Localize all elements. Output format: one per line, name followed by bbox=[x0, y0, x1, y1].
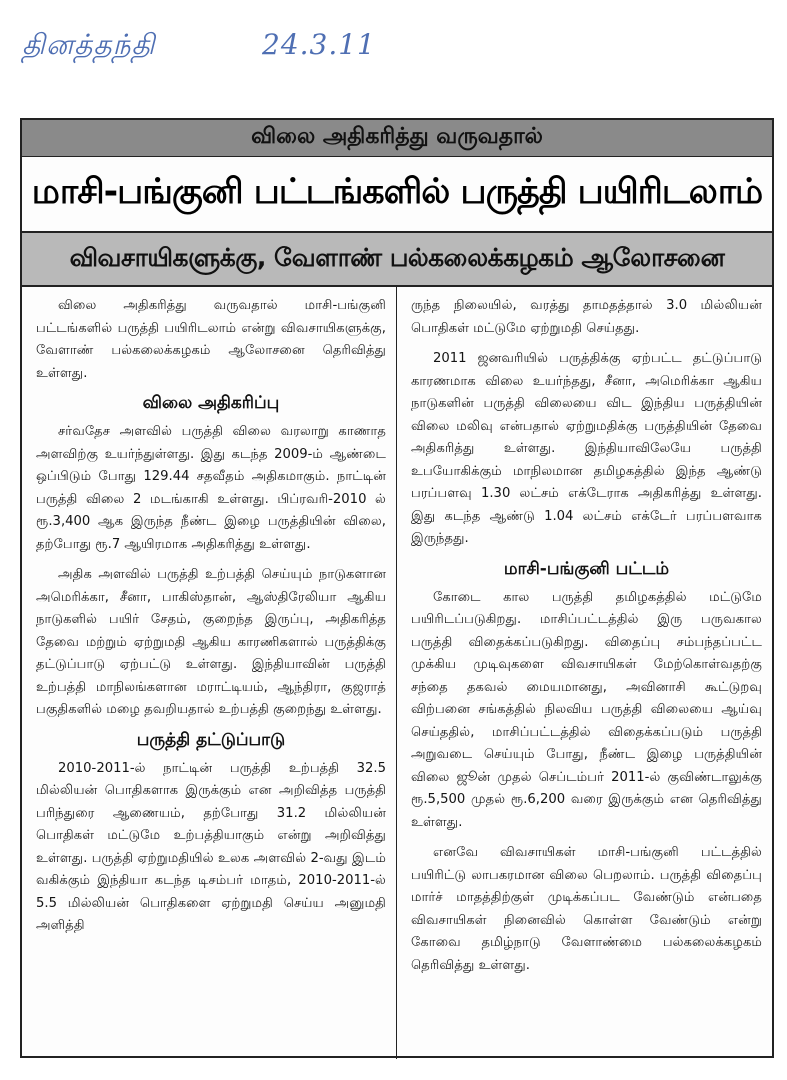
handwritten-date: 24.3.11 bbox=[262, 28, 376, 61]
left-paragraph-2: சர்வதேச அளவில் பருத்தி விலை வரலாறு காணாத அளவிற்கு உயர்ந்துள்ளது. இது கடந்த 2009-ம் ஆண்டை ஒப்பிடும் போது 129.44 சதவீதம் அதிகமாகும். நாட்டின் பருத்தி விலை 2 மடங்காகி உள்ளது. பிப்ரவரி-2010 ல் ரூ.3,400 ஆக இருந்த நீண்ட இழை பருத்தியின் விலை, தற்போது ரூ.7 ஆயிரமாக அதிகரித்து உள்ளது. bbox=[36, 424, 386, 552]
right-column bbox=[397, 287, 772, 1059]
article-body bbox=[22, 287, 772, 1059]
left-paragraph-1: விலை அதிகரித்து வருவதால் மாசி-பங்குனி பட்டங்களில் பருத்தி பயிரிடலாம் என்று விவசாயிகளுக்கு, வேளாண் பல்கலைக்கழகம் ஆலோசனை தெரிவித்து உள்ளது. bbox=[36, 298, 386, 381]
section-heading-cotton-shortage: பருத்தி தட்டுப்பாடு bbox=[136, 729, 286, 750]
right-paragraph-1: ருந்த நிலையில், வரத்து தாமதத்தால் 3.0 மில்லியன் பொதிகள் மட்டுமே ஏற்றுமதி செய்தது. bbox=[411, 298, 762, 336]
left-column bbox=[22, 287, 397, 1059]
newspaper-clipping bbox=[20, 118, 774, 1058]
article-kicker: விலை அதிகரித்து வருவதால் bbox=[22, 120, 772, 157]
left-paragraph-3: அதிக அளவில் பருத்தி உற்பத்தி செய்யும் நாடுகளான அமெரிக்கா, சீனா, பாகிஸ்தான், ஆஸ்திரேலியா ஆகிய நாடுகளில் பயிர் சேதம், குறைந்த இருப்பு, அதிகரித்த தேவை மற்றும் ஏற்றுமதி ஆகிய காரணிகளால் பருத்திக்கு தட்டுப்பாடு ஏற்பட்டு உள்ளது. இந்தியாவின் பருத்தி உற்பத்தி மாநிலங்களான மராட்டியம், ஆந்திரா, குஜராத் பகுதிகளில் மழை தவறியதால் உற்பத்தி குறைந்து உள்ளது. bbox=[36, 567, 386, 717]
left-paragraph-4: 2010-2011-ல் நாட்டின் பருத்தி உற்பத்தி 32.5 மில்லியன் பொதிகளாக இருக்கும் என அறிவித்த பருத்தி பரிந்துரை ஆணையம், தற்போது 31.2 மில்லியன் பொதிகள் மட்டுமே உற்பத்தியாகும் என்று அறிவித்து உள்ளது. பருத்தி ஏற்றுமதியில் உலக அளவில் 2-வது இடம் வகிக்கும் இந்தியா கடந்த டிசம்பர் மாதம், 2010-2011-ல் 5.5 மில்லியன் பொதிகளை ஏற்றுமதி செய்ய அனுமதி அளித்தி bbox=[36, 760, 386, 933]
article-headline: மாசி-பங்குனி பட்டங்களில் பருத்தி பயிரிடலாம் bbox=[22, 157, 772, 233]
right-paragraph-2: 2011 ஜனவரியில் பருத்திக்கு ஏற்பட்ட தட்டுப்பாடு காரணமாக விலை உயர்ந்தது, சீனா, அமெரிக்கா ஆகிய நாடுகளின் பருத்தி விலையை விட இந்திய பருத்தியின் விலை மலிவு என்பதால் ஏற்றுமதிக்கு பருத்தியின் தேவை அதிகரித்து உள்ளது. இந்தியாவிலேயே பருத்தி உபயோகிக்கும் மாநிலமான தமிழகத்தில் இந்த ஆண்டு பரப்பளவு 1.30 லட்சம் எக்டேராக அதிகரித்து உள்ளது. இது கடந்த ஆண்டு 1.04 லட்சம் எக்டேர் பரப்பளவாக இருந்தது. bbox=[411, 351, 762, 546]
article-subheadline: விவசாயிகளுக்கு, வேளாண் பல்கலைக்கழகம் ஆலோசனை bbox=[22, 233, 772, 287]
handwritten-paper-name: தினத்தந்தி bbox=[22, 28, 156, 61]
section-heading-masi-panguni-season: மாசி-பங்குனி பட்டம் bbox=[503, 558, 670, 579]
section-heading-price-increase: விலை அதிகரிப்பு bbox=[142, 393, 280, 413]
right-paragraph-3: கோடை கால பருத்தி தமிழகத்தில் மட்டுமே பயிரிடப்படுகிறது. மாசிப்பட்டத்தில் இரு பருவகால பருத்தி விதைக்கப்படுகிறது. விதைப்பு சம்பந்தப்பட்ட முக்கிய முடிவுகளை விவசாயிகள் மேற்கொள்வதற்கு சந்தை தகவல் மையமானது, அவினாசி கூட்டுறவு விற்பனை சங்கத்தில் நிலவிய பருத்தி விலையை ஆய்வு செய்ததில், மாசிப்பட்டத்தில் விதைக்கப்படும் பருத்தி அறுவடை செய்யும் போது, நீண்ட இழை பருத்தியின் விலை ஜூன் முதல் செப்டம்பர் 2011-ல் குவிண்டாலுக்கு ரூ.5,500 முதல் ரூ.6,200 வரை இருக்கும் என தெரிவித்து உள்ளது. bbox=[411, 589, 762, 830]
right-paragraph-4: எனவே விவசாயிகள் மாசி-பங்குனி பட்டத்தில் பயிரிட்டு லாபகரமான விலை பெறலாம். பருத்தி விதைப்பு மார்ச் மாதத்திற்குள் முடிக்கப்பட வேண்டும் என்பதை விவசாயிகள் நினைவில் கொள்ள வேண்டும் என்று கோவை தமிழ்நாடு வேளாண்மை பல்கலைக்கழகம் தெரிவித்து உள்ளது. bbox=[411, 845, 762, 973]
